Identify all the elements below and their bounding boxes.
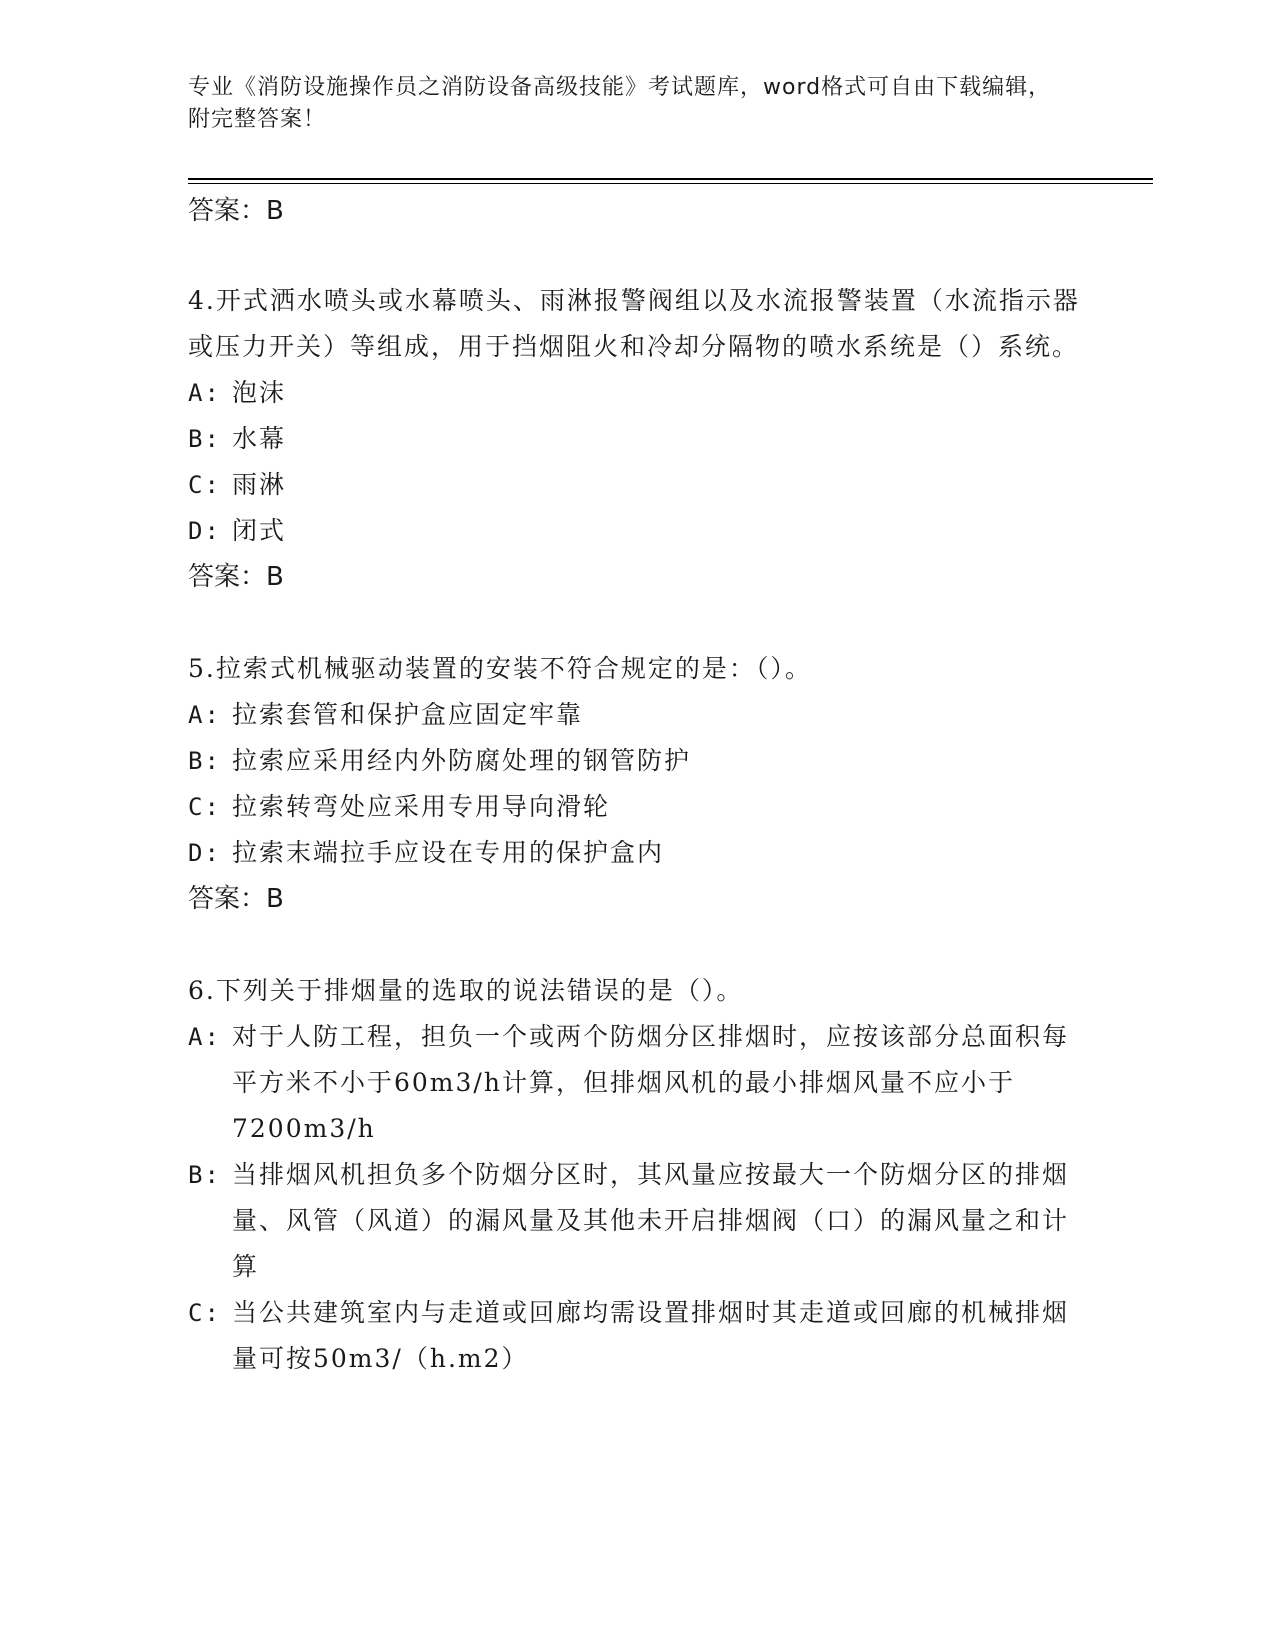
option-a bbox=[188, 1014, 1088, 1152]
question-stem: 6.下列关于排烟量的选取的说法错误的是（）。 bbox=[188, 976, 744, 1005]
option-b bbox=[188, 416, 1088, 462]
option-d bbox=[188, 830, 1088, 876]
option-text: 雨淋 bbox=[232, 470, 287, 499]
header-rule-thin bbox=[188, 183, 1153, 184]
option-letter: D: bbox=[188, 839, 221, 867]
previous-answer: 答案：B bbox=[188, 196, 284, 226]
question-4 bbox=[188, 278, 1088, 600]
option-letter: B: bbox=[188, 747, 221, 775]
option-letter: B: bbox=[188, 425, 221, 453]
option-text: 对于人防工程，担负一个或两个防烟分区排烟时，应按该部分总面积每平方米不小于60m3/h计算，但排烟风机的最小排烟风量不应小于7200m3/h bbox=[232, 1022, 1070, 1143]
option-text: 当公共建筑室内与走道或回廊均需设置排烟时其走道或回廊的机械排烟量可按50m3/（h.m2） bbox=[232, 1298, 1070, 1373]
option-text: 水幕 bbox=[232, 424, 287, 453]
option-c bbox=[188, 1290, 1088, 1382]
question-5 bbox=[188, 646, 1088, 922]
option-d bbox=[188, 508, 1088, 554]
option-b bbox=[188, 738, 1088, 784]
question-stem: 4.开式洒水喷头或水幕喷头、雨淋报警阀组以及水流报警装置（水流指示器或压力开关）等组成，用于挡烟阻火和冷却分隔物的喷水系统是（）系统。 bbox=[188, 286, 1080, 361]
option-c bbox=[188, 784, 1088, 830]
question-answer: 答案：B bbox=[188, 884, 284, 914]
option-text: 闭式 bbox=[232, 516, 287, 545]
question-6 bbox=[188, 968, 1088, 1382]
option-letter: C: bbox=[188, 471, 221, 499]
option-letter: B: bbox=[188, 1161, 221, 1189]
question-stem: 5.拉索式机械驱动装置的安装不符合规定的是：（）。 bbox=[188, 654, 812, 683]
option-letter: C: bbox=[188, 1299, 221, 1327]
option-text: 拉索应采用经内外防腐处理的钢管防护 bbox=[232, 746, 692, 775]
option-a bbox=[188, 692, 1088, 738]
option-text: 拉索套管和保护盒应固定牢靠 bbox=[232, 700, 584, 729]
option-letter: A: bbox=[188, 1023, 221, 1051]
option-letter: A: bbox=[188, 379, 221, 407]
option-a bbox=[188, 370, 1088, 416]
option-text: 当排烟风机担负多个防烟分区时，其风量应按最大一个防烟分区的排烟量、风管（风道）的漏风量及其他未开启排烟阀（口）的漏风量之和计算 bbox=[232, 1160, 1070, 1281]
option-letter: A: bbox=[188, 701, 221, 729]
option-text: 拉索末端拉手应设在专用的保护盒内 bbox=[232, 838, 665, 867]
option-letter: D: bbox=[188, 517, 221, 545]
question-content bbox=[188, 188, 1088, 1382]
header-rule-thick bbox=[188, 178, 1153, 180]
option-text: 拉索转弯处应采用专用导向滑轮 bbox=[232, 792, 611, 821]
option-letter: C: bbox=[188, 793, 221, 821]
option-b bbox=[188, 1152, 1088, 1290]
question-answer: 答案：B bbox=[188, 562, 284, 592]
option-c bbox=[188, 462, 1088, 508]
option-text: 泡沫 bbox=[232, 378, 287, 407]
document-header: 专业《消防设施操作员之消防设备高级技能》考试题库，word格式可自由下载编辑，附完整答案！ bbox=[188, 75, 1052, 132]
